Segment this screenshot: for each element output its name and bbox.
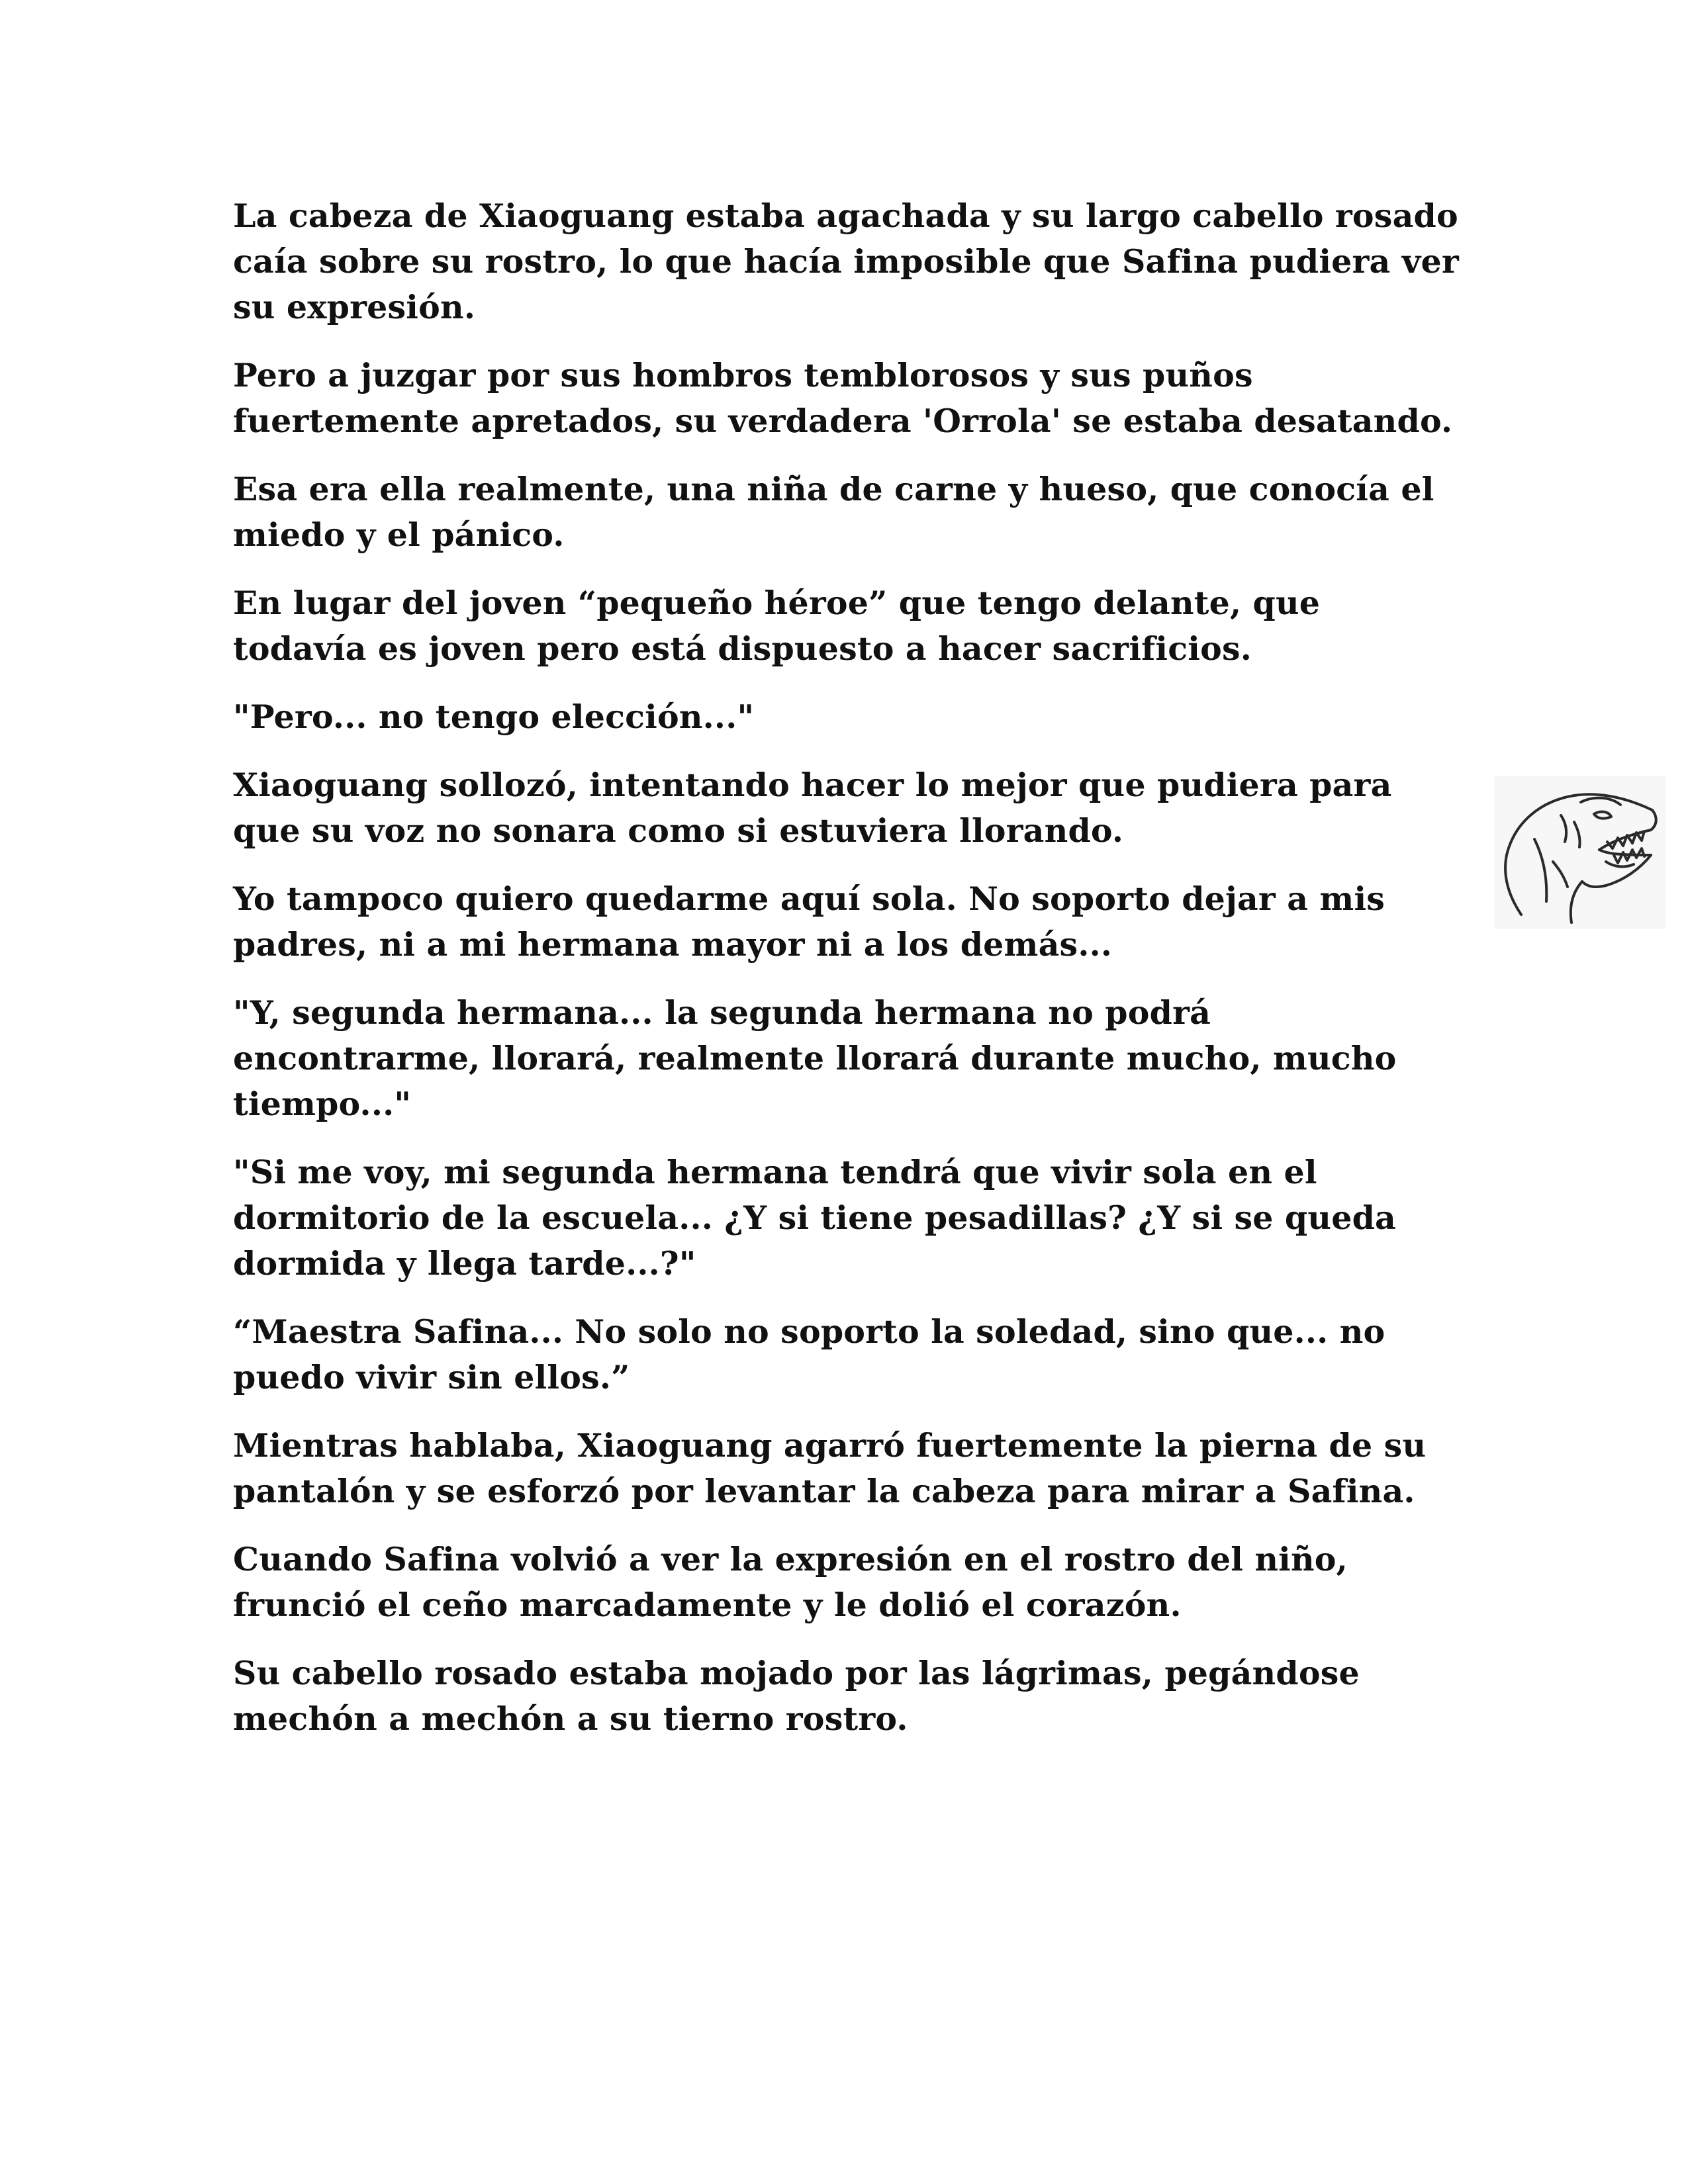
paragraph-3: Esa era ella realmente, una niña de carne y hueso, que conocía el miedo y el pánico. — [233, 470, 1434, 554]
paragraph-9: "Si me voy, mi segunda hermana tendrá que vivir sola en el dormitorio de la escuela... ¿Y si tiene pesadillas? ¿Y si se queda dormida y llega tarde...?" — [233, 1153, 1397, 1283]
paragraph-1: La cabeza de Xiaoguang estaba agachada y su largo cabello rosado caía sobre su rostro, lo que hacía imposible que Safina pudiera ver su expresión. — [233, 197, 1459, 326]
paragraph-13: Su cabello rosado estaba mojado por las lágrimas, pegándose mechón a mechón a su tierno rostro. — [233, 1654, 1360, 1738]
dinosaur-head-sketch-icon — [1495, 776, 1665, 929]
paragraph-4: En lugar del joven “pequeño héroe” que tengo delante, que todavía es joven pero está dispuesto a hacer sacrificios. — [233, 584, 1321, 668]
paragraph-8: "Y, segunda hermana... la segunda hermana no podrá encontrarme, llorará, realmente llorará durante mucho, mucho tiempo..." — [233, 993, 1397, 1123]
paragraph-10: “Maestra Safina... No solo no soporto la soledad, sino que... no puedo vivir sin ellos.” — [233, 1312, 1385, 1396]
paragraph-11: Mientras hablaba, Xiaoguang agarró fuertemente la pierna de su pantalón y se esforzó por levantar la cabeza para mirar a Safina. — [233, 1426, 1427, 1510]
paragraph-5: "Pero... no tengo elección..." — [233, 698, 755, 736]
paragraph-7: Yo tampoco quiero quedarme aquí sola. No soporto dejar a mis padres, ni a mi hermana mayor ni a los demás... — [233, 880, 1385, 964]
paragraph-2: Pero a juzgar por sus hombros temblorosos y sus puños fuertemente apretados, su verdadera 'Orrola' se estaba desatando. — [233, 356, 1453, 440]
paragraph-12: Cuando Safina volvió a ver la expresión en el rostro del niño, frunció el ceño marcadamente y le dolió el corazón. — [233, 1540, 1348, 1624]
text-body — [233, 193, 1464, 1764]
paragraph-6: Xiaoguang sollozó, intentando hacer lo mejor que pudiera para que su voz no sonara como si estuviera llorando. — [233, 766, 1392, 850]
